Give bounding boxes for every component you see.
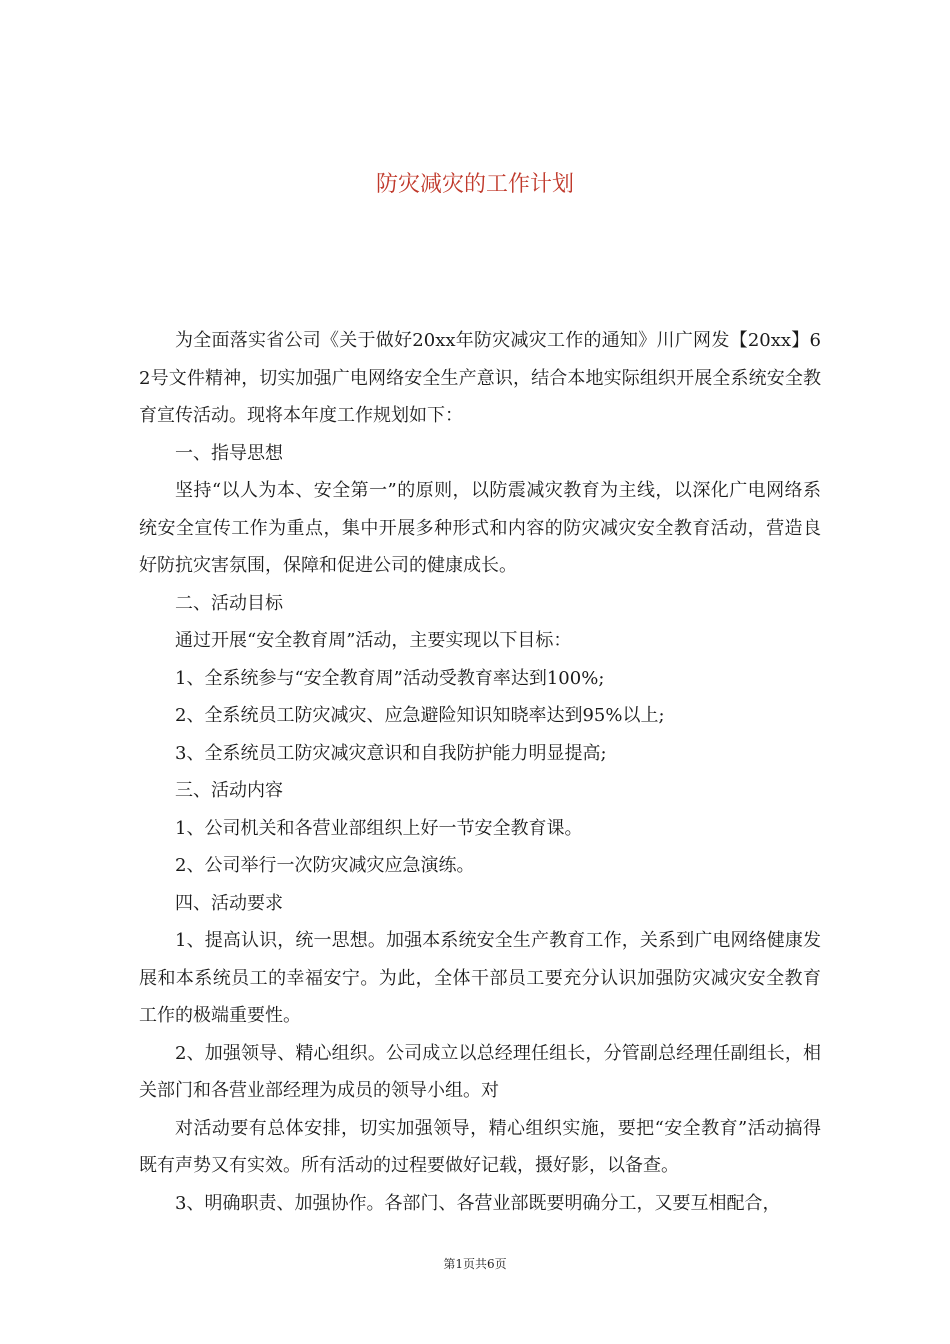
- requirement-item-2-continued: 对活动要有总体安排，切实加强领导，精心组织实施，要把“安全教育”活动搞得既有声势又有实效。所有活动的过程要做好记载，摄好影，以备查。: [139, 1117, 821, 1176]
- paragraph-goals-intro: 通过开展“安全教育周”活动，主要实现以下目标：: [175, 630, 572, 651]
- requirement-item-1: 1、提高认识，统一思想。加强本系统安全生产教育工作，关系到广电网络健康发展和本系统员工的幸福安宁。为此，全体干部员工要充分认识加强防灾减灾安全教育工作的极端重要性。: [139, 930, 821, 1026]
- paragraph-intro: 为全面落实省公司《关于做好20xx年防灾减灾工作的通知》川广网发【20xx】62号文件精神，切实加强广电网络安全生产意识，结合本地实际组织开展全系统安全教育宣传活动。现将本年度工作规划如下：: [139, 330, 821, 426]
- heading-activity-content: 三、活动内容: [175, 780, 283, 801]
- goal-item-1: 1、全系统参与“安全教育周”活动受教育率达到100%;: [175, 667, 605, 689]
- heading-activity-goals: 二、活动目标: [175, 592, 283, 614]
- paragraph-guiding-ideology: 坚持“以人为本、安全第一”的原则，以防震减灾教育为主线，以深化广电网络系统安全宣传工作为重点，集中开展多种形式和内容的防灾减灾安全教育活动，营造良好防抗灾害氛围，保障和促进公司的健康成长。: [139, 480, 821, 576]
- goal-item-3: 3、全系统员工防灾减灾意识和自我防护能力明显提高;: [175, 742, 607, 764]
- page-number-footer: 第1页共6页: [443, 1257, 507, 1271]
- heading-guiding-ideology: 一、指导思想: [175, 442, 283, 464]
- requirement-item-2: 2、加强领导、精心组织。公司成立以总经理任组长，分管副总经理任副组长，相关部门和各营业部经理为成员的领导小组。对: [139, 1042, 821, 1101]
- document-body: [139, 322, 821, 1222]
- goal-item-2: 2、全系统员工防灾减灾、应急避险知识知晓率达到95%以上;: [175, 705, 665, 726]
- heading-activity-requirements: 四、活动要求: [175, 892, 283, 914]
- document-title: 防灾减灾的工作计划: [375, 172, 574, 197]
- content-item-2: 2、公司举行一次防灾减灾应急演练。: [175, 855, 475, 876]
- content-item-1: 1、公司机关和各营业部组织上好一节安全教育课。: [175, 817, 583, 839]
- requirement-item-3: 3、明确职责、加强协作。各部门、各营业部既要明确分工，又要互相配合，: [175, 1192, 781, 1214]
